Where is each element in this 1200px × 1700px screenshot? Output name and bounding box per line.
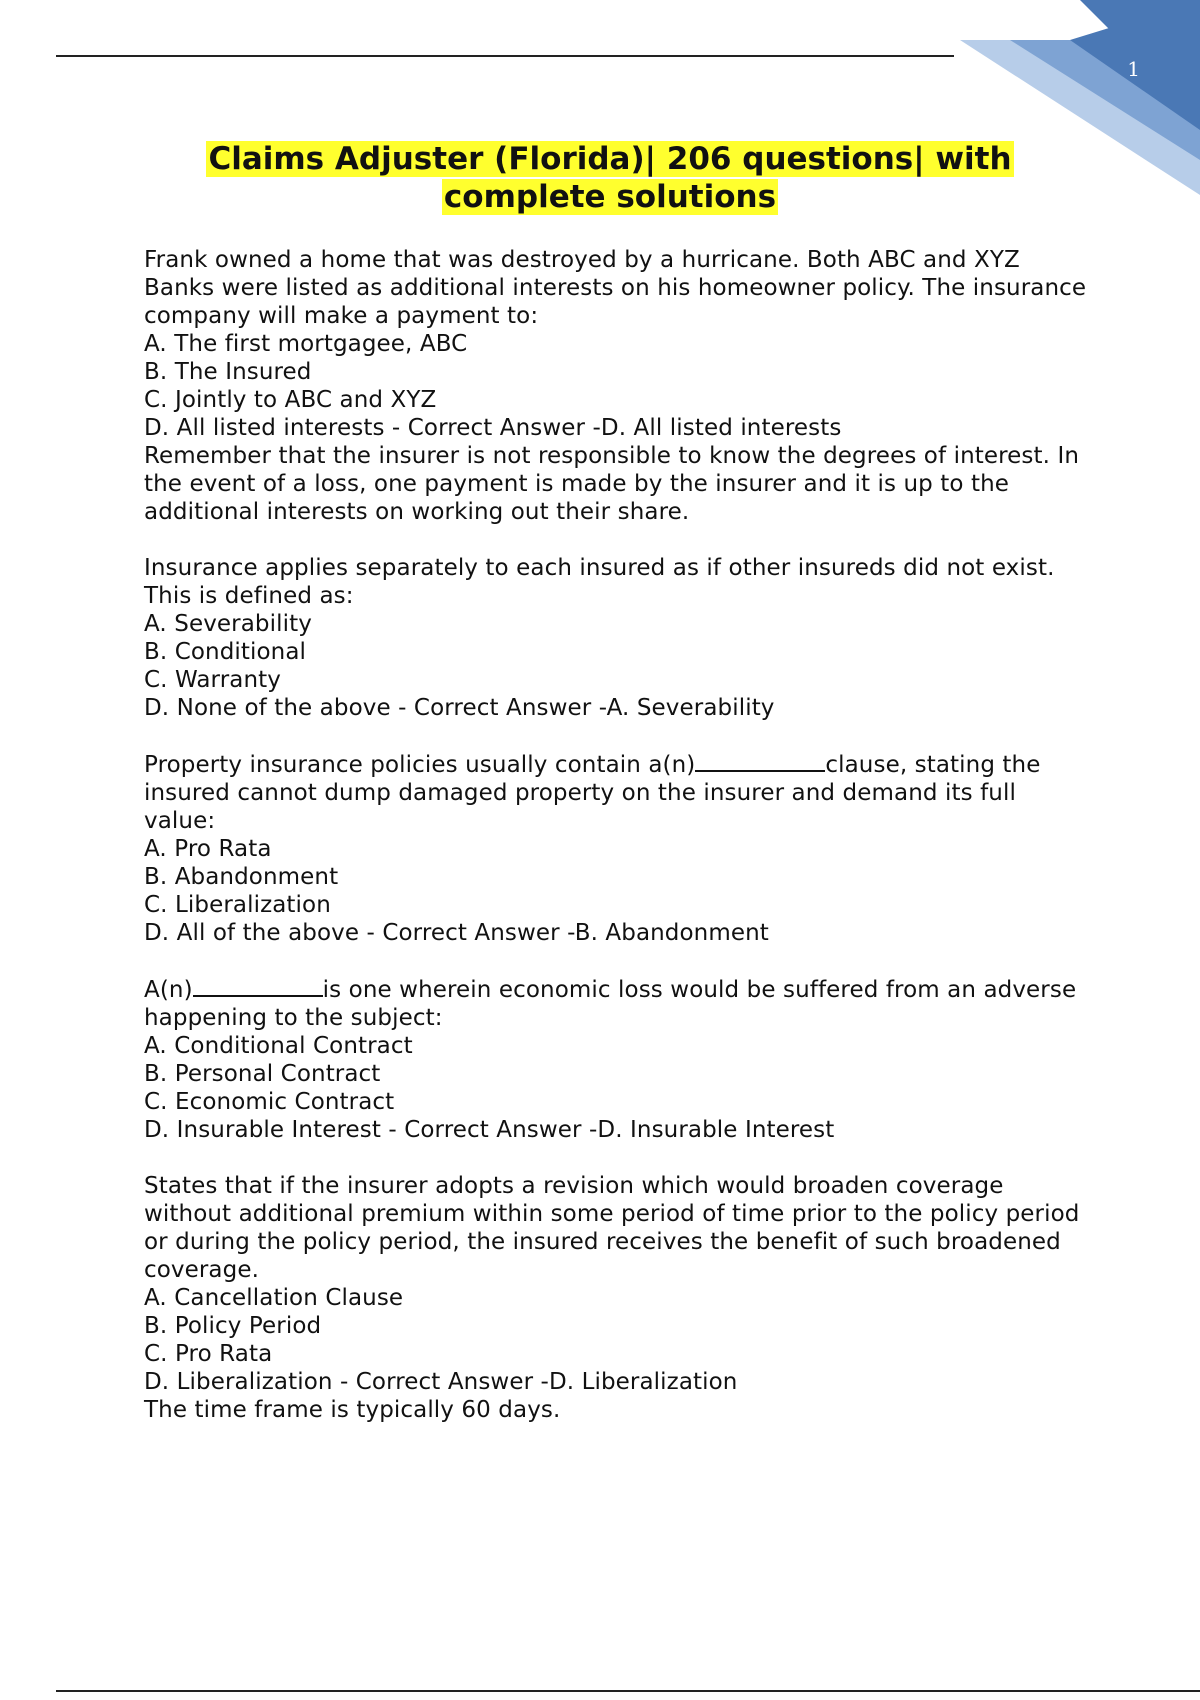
- option-b: B. The Insured: [144, 359, 312, 385]
- option-d-answer: D. Liberalization - Correct Answer -D. Liberalization: [144, 1369, 738, 1395]
- answer-explanation: The time frame is typically 60 days.: [144, 1397, 561, 1423]
- option-c: C. Economic Contract: [144, 1089, 395, 1115]
- fill-in-blank: [193, 975, 323, 997]
- footer-rule: [56, 1690, 1200, 1692]
- option-b: B. Conditional: [144, 639, 307, 665]
- question-4: [144, 975, 1094, 1144]
- page-number: 1: [1127, 57, 1140, 81]
- question-stem: Frank owned a home that was destroyed by a hurricane. Both ABC and XYZ Banks were listed as additional interests on his homeowner policy. The insurance company will make a payment to:: [144, 247, 1087, 329]
- option-d-answer: D. None of the above - Correct Answer -A. Severability: [144, 695, 775, 721]
- option-a: A. Severability: [144, 611, 312, 637]
- option-c: C. Warranty: [144, 667, 281, 693]
- title-line-1: Claims Adjuster (Florida)| 206 questions| with: [208, 141, 1012, 177]
- question-stem: [144, 975, 1094, 1032]
- option-d-answer: D. Insurable Interest - Correct Answer -D. Insurable Interest: [144, 1117, 835, 1143]
- option-b: B. Abandonment: [144, 864, 339, 890]
- header-rule: [56, 55, 954, 57]
- question-stem: [144, 750, 1094, 835]
- option-b: B. Personal Contract: [144, 1061, 381, 1087]
- stem-after-blank: clause, stating the insured cannot dump damaged property on the insurer and demand its full value:: [144, 752, 1041, 834]
- stem-before-blank: A(n): [144, 977, 193, 1003]
- question-5: [144, 1172, 1094, 1424]
- stem-after-blank: is one wherein economic loss would be suffered from an adverse happening to the subject:: [144, 977, 1077, 1031]
- option-d-answer: D. All of the above - Correct Answer -B. Abandonment: [144, 920, 769, 946]
- question-1: [144, 246, 1094, 526]
- question-list: [144, 246, 1094, 1452]
- question-stem: Insurance applies separately to each insured as if other insureds did not exist. This is defined as:: [144, 555, 1055, 609]
- title-line-2: complete solutions: [443, 179, 777, 215]
- option-a: A. Conditional Contract: [144, 1033, 413, 1059]
- option-c: C. Jointly to ABC and XYZ: [144, 387, 437, 413]
- option-b: B. Policy Period: [144, 1313, 322, 1339]
- question-stem: States that if the insurer adopts a revision which would broaden coverage without additional premium within some period of time prior to the policy period or during the policy period, the insured receives the benefit of such broadened coverage.: [144, 1173, 1080, 1283]
- question-2: [144, 554, 1094, 722]
- option-c: C. Pro Rata: [144, 1341, 273, 1367]
- option-a: A. The first mortgagee, ABC: [144, 331, 468, 357]
- document-title: [120, 140, 1100, 216]
- option-c: C. Liberalization: [144, 892, 331, 918]
- answer-explanation: Remember that the insurer is not responsible to know the degrees of interest. In the event of a loss, one payment is made by the insurer and it is up to the additional interests on working out their share.: [144, 443, 1080, 525]
- stem-before-blank: Property insurance policies usually contain a(n): [144, 752, 696, 778]
- question-3: [144, 750, 1094, 947]
- fill-in-blank: [695, 750, 825, 772]
- option-a: A. Cancellation Clause: [144, 1285, 404, 1311]
- option-a: A. Pro Rata: [144, 836, 272, 862]
- option-d-answer: D. All listed interests - Correct Answer -D. All listed interests: [144, 415, 842, 441]
